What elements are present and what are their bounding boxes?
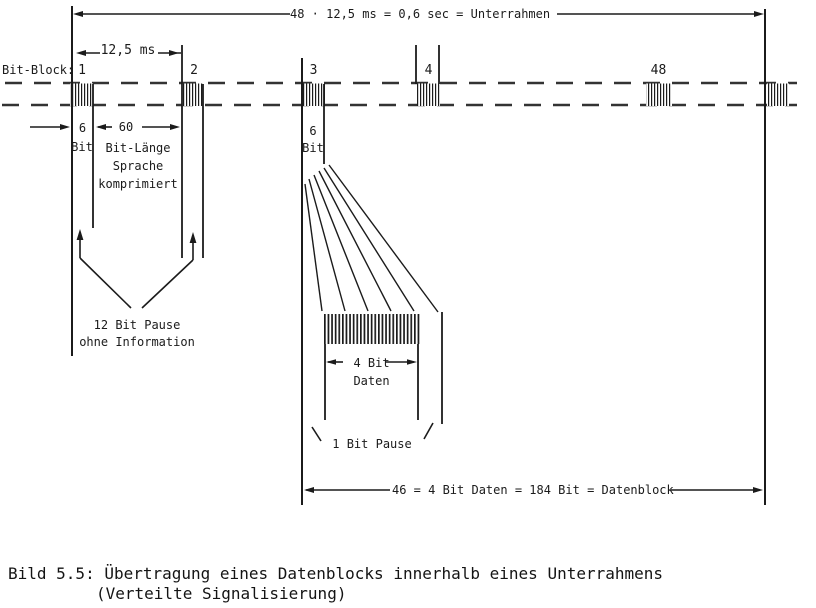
figure-caption-line2: (Verteilte Signalisierung) [96, 584, 347, 603]
one-bit-pause-label: 1 Bit Pause [332, 437, 412, 451]
six-bit-unit: Bit [71, 140, 93, 154]
speech-desc-line3: komprimiert [98, 177, 178, 191]
bit-block-48 [646, 84, 672, 107]
arrowhead-right-icon [60, 124, 70, 130]
enlarged-data-block [324, 314, 420, 344]
block-number-4: 4 [424, 63, 433, 78]
bit-blocks [70, 84, 789, 107]
block-number-48: 48 [650, 63, 667, 78]
arrowhead-up-icon [190, 232, 197, 243]
bit-block-3 [302, 84, 325, 107]
data-bits-line1: 4 Bit [353, 356, 390, 370]
six-bit-mid-value: 6 [309, 124, 317, 138]
arrowhead-right-icon [170, 124, 180, 130]
arrowhead-left-icon [73, 11, 83, 17]
bit-block-4 [417, 84, 440, 107]
data-bits-line2: Daten [353, 374, 390, 388]
top-span-label: 48 · 12,5 ms = 0,6 sec = Unterrahmen [290, 7, 551, 21]
magnifier-fan-lines [305, 165, 438, 312]
arrowhead-right-icon [169, 50, 179, 56]
arrowhead-left-icon [96, 124, 106, 130]
arrowhead-left-icon [304, 487, 314, 493]
six-bit-value: 6 [78, 121, 87, 135]
six-bit-mid-unit: Bit [302, 141, 324, 155]
arrowhead-left-icon [76, 50, 86, 56]
arrowhead-right-icon [753, 487, 763, 493]
pause-pointer-lines [80, 234, 193, 308]
bit-block-1 [70, 84, 93, 107]
figure-caption-line1: Bild 5.5: Übertragung eines Datenblocks innerhalb eines Unterrahmens [8, 564, 664, 583]
arrowhead-up-icon [77, 229, 84, 240]
row-label: Bit-Block: [2, 63, 75, 77]
speech-desc-line1: Bit-Länge [105, 141, 171, 155]
pause-note-line2: ohne Information [79, 335, 195, 349]
reference-lines [72, 6, 765, 505]
block-number-3: 3 [309, 63, 318, 78]
pause-note-line1: 12 Bit Pause [93, 318, 181, 332]
bit-block-2 [182, 84, 204, 107]
bottom-span-label: 46 = 4 Bit Daten = 184 Bit = Datenblock [392, 483, 674, 497]
arrowhead-right-icon [407, 359, 417, 365]
block-number-1: 1 [78, 63, 86, 78]
timeline-dashed-lines [2, 83, 797, 105]
speech-desc-line2: Sprache [112, 159, 164, 173]
bit-block-last [767, 84, 789, 107]
interval-label: 12,5 ms [100, 43, 156, 58]
sixty-bit-value: 60 [118, 120, 134, 134]
arrowhead-right-icon [754, 11, 764, 17]
block-number-2: 2 [190, 63, 198, 78]
